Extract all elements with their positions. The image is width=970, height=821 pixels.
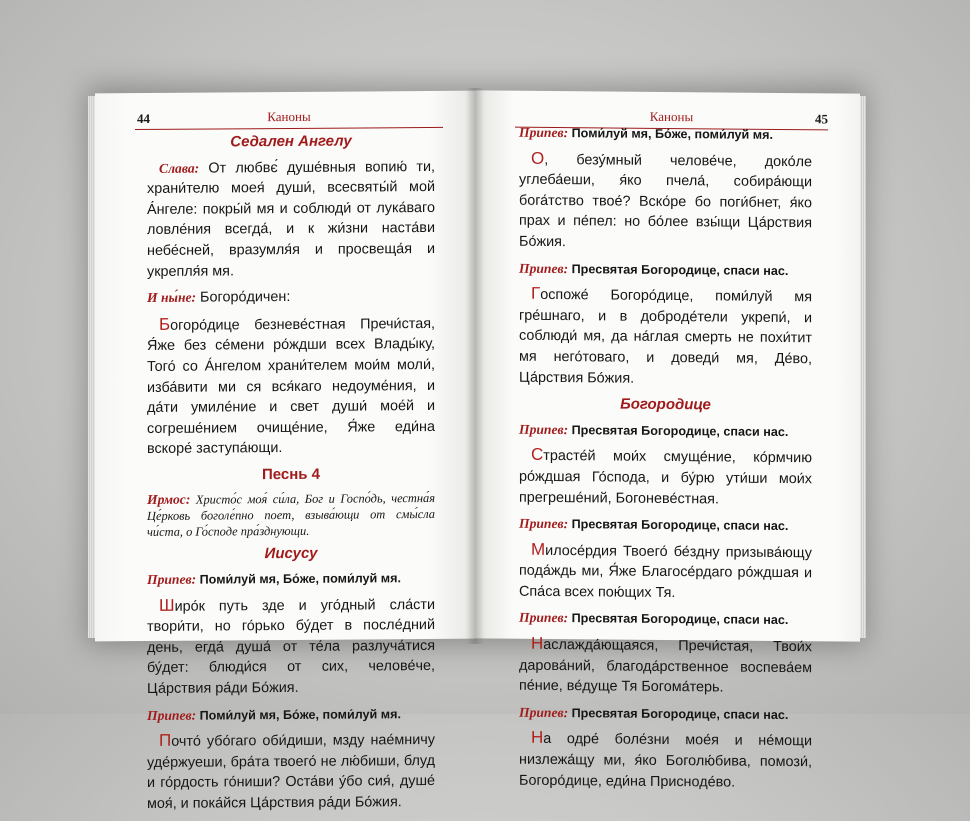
refrain-text: Пресвятая Богородице, спаси нас. <box>568 261 789 278</box>
verse-text: трасте́й мои́х смуще́ние, ко́рмчию ро́ждшая Го́спода, и бу́рю ути́ши мои́х прегреше́ний, Богоневе́стная. <box>519 448 812 507</box>
slava-text: От любвє́ душе́вныя вопию́ ти, храни́телю моея́ души́, всесвяты́й мой А́нгеле: покры́й мя и соблюди́ от лука́ваго ловле́ния всегда́, и к жи́зни наста́ви небе́сней, вразумля́я и просвеща́я и укрепля́я мя. <box>147 158 435 280</box>
refrain-text: Пресвятая Богородице, спаси нас. <box>568 705 789 722</box>
refrain-line <box>519 703 812 726</box>
drop-initial: О <box>531 148 545 168</box>
paragraph-verse <box>519 728 812 793</box>
drop-initial: П <box>159 731 172 751</box>
paragraph-verse <box>147 594 435 700</box>
left-page-header <box>135 107 443 130</box>
refrain-text: Поми́луй мя, Бо́же, поми́луй мя. <box>196 706 401 723</box>
i-nyne-text: Богоро́дичен: <box>196 289 291 306</box>
heading-iisusu: Иисусу <box>264 544 318 562</box>
irmos-text: Христо́с моя́ си́ла, Бог и Госпо́дь, честна́я Це́рковь боголе́пно поет, взыва́ющи от смы́сла чи́ста, о Го́споде пра́зднующи. <box>147 490 435 539</box>
refrain-text: Пресвятая Богородице, спаси нас. <box>568 611 789 628</box>
paragraph-verse <box>519 539 812 604</box>
paragraph-irmos <box>147 489 435 539</box>
drop-initial: Ш <box>159 595 175 615</box>
verse-text: а одре́ боле́зни мое́я и не́мощи низлежа́щу ми, я́ко Боголю́бива, помози́, Богоро́дице, еди́на Присноде́во. <box>519 731 812 791</box>
rubric-pripev: Припев: <box>147 571 197 588</box>
drop-initial: С <box>531 445 544 465</box>
refrain-line <box>519 419 812 442</box>
rubric-irmos: Ирмос: <box>147 491 191 507</box>
paragraph-verse <box>519 445 812 510</box>
paragraph-verse <box>519 148 812 255</box>
rubric-pripev: Припев: <box>519 421 569 437</box>
left-page <box>95 91 475 812</box>
book-spine-shadow <box>466 88 484 644</box>
refrain-text: Пресвятая Богородице, спаси нас. <box>568 517 789 534</box>
paragraph-i-nyne <box>147 286 435 309</box>
right-page-content <box>519 123 812 800</box>
page-number-left: 44 <box>137 110 150 127</box>
running-title-left: Каноны <box>267 108 311 125</box>
rubric-pripev: Припев: <box>519 704 569 720</box>
drop-initial: Н <box>531 633 544 653</box>
drop-initial: М <box>531 539 546 559</box>
bogorodichen-text: огоро́дице безневе́стная Пречи́стая, Я́же без се́мени ро́ждши всех Влады́ку, Того́ со А́нгелом храни́телем мои́м моли́, изба́вити ми ся вся́каго недоуме́ния, и да́ти умиле́ние и свет души́ мое́й и согреше́нием очище́ние, Я́же еди́на вскоре́ заступа́ющи. <box>147 315 435 458</box>
refrain-line <box>147 568 435 591</box>
refrain-text: Поми́луй мя, Бо́же, поми́луй мя. <box>568 126 773 142</box>
heading-bogorodice: Богородице <box>620 395 711 414</box>
refrain-line <box>519 608 812 631</box>
right-page <box>475 90 860 791</box>
rubric-pripev: Припев: <box>519 260 569 276</box>
left-page-content <box>147 131 435 821</box>
paragraph-bogorodichen <box>147 313 435 460</box>
heading-pesn-4: Песнь 4 <box>261 465 321 484</box>
verse-text: аслажда́ющаяся, Пречи́стая, Твои́х дарова́ний, благода́рственное воспева́ем пе́ние, ве́дуще Тя Богома́терь. <box>519 636 812 696</box>
page-number-right: 45 <box>815 111 828 127</box>
drop-initial: Г <box>531 283 541 304</box>
refrain-line <box>519 258 812 281</box>
drop-initial: Н <box>531 728 544 748</box>
paragraph-verse <box>147 729 435 814</box>
rubric-i-nyne: И ны́не: <box>147 289 197 306</box>
refrain-text: Пресвятая Богородице, спаси нас. <box>568 422 789 439</box>
heading-sedalen: Седален Ангелу <box>230 132 352 151</box>
paragraph-verse <box>519 634 812 699</box>
verse-text: , безу́мный челове́че, доко́ле углеба́еши, я́ко пчела́, собира́ющи бога́тство твое́? Вско́ре бо поги́бнет, я́ко прах и пе́пел: но бо́лее взы́щи Ца́рствия Бо́жия. <box>519 151 812 251</box>
rubric-slava: Слава: <box>159 160 200 176</box>
verse-text: иро́к путь зде и уго́дный сла́сти твори́ти, но го́рько бу́дет в после́дний день, егда́ душа́ от те́ла разлуча́тися бу́дет: блюди́ся от сих, челове́че, Ца́рствия ра́ди Бо́жия. <box>147 596 435 698</box>
paragraph-slava <box>147 157 435 283</box>
verse-text: илосе́рдия Твоего́ бе́здну призыва́ющу пода́ждь ми, Я́же Благосе́рдаго ро́ждшая и Спа́са всех пою́щих Тя. <box>519 542 812 601</box>
refrain-line <box>147 704 435 727</box>
verse-text: очто́ убо́гаго оби́диши, мзду нае́мничу уде́ржуеши, бра́та твоего́ не лю́биши, блуд и го́рдость го́ниши? Оста́ви у́бо сия́, душе́ моя́, и пока́йся Ца́рствия ра́ди Бо́жия. <box>147 732 435 812</box>
paragraph-verse <box>519 284 812 391</box>
refrain-line <box>519 514 812 537</box>
rubric-pripev: Припев: <box>519 124 569 141</box>
refrain-text: Поми́луй мя, Бо́же, поми́луй мя. <box>196 571 401 587</box>
running-title-right: Каноны <box>649 108 694 125</box>
verse-text: оспоже́ Богоро́дице, поми́луй мя гре́шнаго, и в доброде́тели укрепи́, и соблюди́ мя, да на́глая смерть не похи́тит мя него́товаго, и доведи́ мя, Де́во, Ца́рствия Бо́жия. <box>519 287 812 387</box>
rubric-pripev: Припев: <box>519 610 569 626</box>
refrain-line <box>519 123 812 146</box>
drop-initial: Б <box>159 314 171 334</box>
rubric-pripev: Припев: <box>147 707 197 723</box>
rubric-pripev: Припев: <box>519 515 569 532</box>
